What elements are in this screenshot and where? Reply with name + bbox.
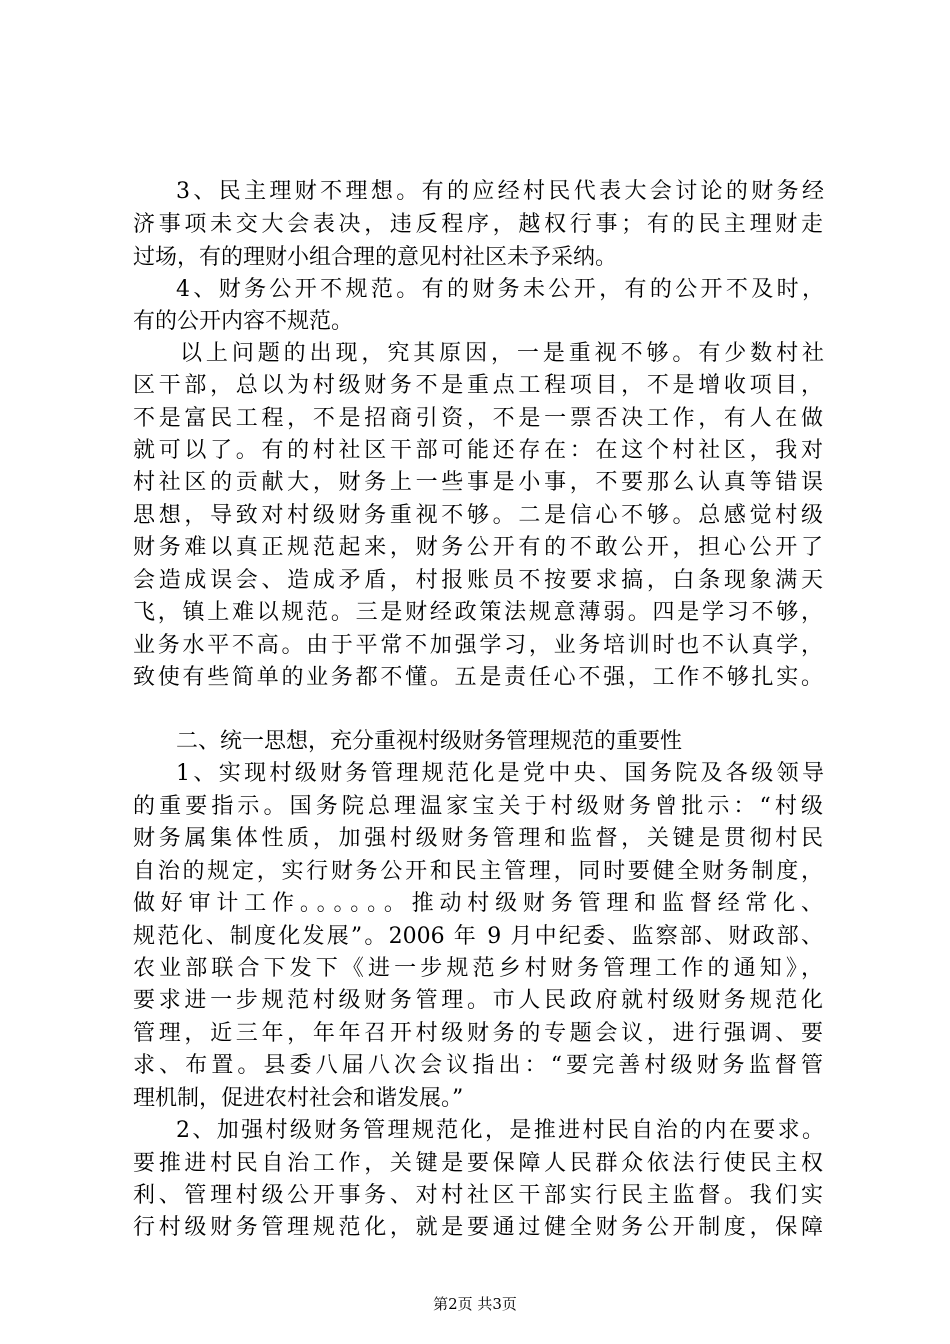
paragraph-line: 3、民主理财不理想。有的应经村民代表大会讨论的财务经: [176, 179, 824, 204]
page-number-footer: 第2页 共3页: [433, 1295, 517, 1313]
paragraph-line: 思想，导致对村级财务重视不够。二是信心不够。总感觉村级: [133, 503, 823, 528]
paragraph-line: 理机制，促进农村社会和谐发展。”: [133, 1086, 464, 1111]
paragraph-line: 做好审计工作。。。。。。推动村级财务管理和监督经常化、: [133, 891, 823, 916]
paragraph-line: 不是富民工程，不是招商引资，不是一票否决工作，有人在做: [133, 406, 823, 431]
paragraph-line: 1、实现村级财务管理规范化是党中央、国务院及各级领导: [176, 761, 824, 786]
paragraph-line: 济事项未交大会表决，违反程序，越权行事；有的民主理财走: [133, 212, 823, 237]
paragraph-line: 以上问题的出现，究其原因，一是重视不够。有少数村社: [180, 341, 824, 366]
paragraph-line: 财务属集体性质，加强村级财务管理和监督，关键是贯彻村民: [133, 826, 823, 851]
paragraph-line: 管理，近三年，年年召开村级财务的专题会议，进行强调、要: [133, 1021, 823, 1046]
paragraph-line: 农业部联合下发下《进一步规范乡村财务管理工作的通知》，: [133, 956, 823, 981]
paragraph-line: 2、加强村级财务管理规范化，是推进村民自治的内在要求。: [176, 1118, 824, 1143]
paragraph-line: 利、管理村级公开事务、对村社区干部实行民主监督。我们实: [133, 1183, 823, 1208]
paragraph-line: 飞，镇上难以规范。三是财经政策法规意薄弱。四是学习不够，: [133, 600, 823, 625]
paragraph-line: 要求进一步规范村级财务管理。市人民政府就村级财务规范化: [133, 988, 823, 1013]
paragraph-line: 致使有些简单的业务都不懂。五是责任心不强，工作不够扎实。: [133, 665, 823, 690]
paragraph-line: 要推进村民自治工作，关键是要保障人民群众依法行使民主权: [133, 1151, 823, 1176]
paragraph-line: 4、财务公开不规范。有的财务未公开，有的公开不及时，: [176, 277, 824, 302]
paragraph-line: 有的公开内容不规范。: [133, 309, 354, 334]
section-heading: 二、统一思想，充分重视村级财务管理规范的重要性: [176, 729, 683, 754]
paragraph-line: 的重要指示。国务院总理温家宝关于村级财务曾批示：“村级: [133, 794, 823, 819]
paragraph-line: 就可以了。有的村社区干部可能还存在：在这个村社区，我对: [133, 438, 823, 463]
paragraph-line: 业务水平不高。由于平常不加强学习，业务培训时也不认真学，: [133, 633, 823, 658]
paragraph-line: 过场，有的理财小组合理的意见村社区未予采纳。: [133, 245, 618, 270]
paragraph-line: 求、布置。县委八届八次会议指出：“要完善村级财务监督管: [133, 1053, 823, 1078]
paragraph-line: 区干部，总以为村级财务不是重点工程项目，不是增收项目，: [133, 373, 823, 398]
paragraph-line: 规范化、制度化发展”。2006 年 9 月中纪委、监察部、财政部、: [133, 924, 823, 949]
paragraph-line: 财务难以真正规范起来，财务公开有的不敢公开，担心公开了: [133, 535, 823, 560]
paragraph-line: 自治的规定，实行财务公开和民主管理，同时要健全财务制度，: [133, 859, 823, 884]
paragraph-line: 村社区的贡献大，财务上一些事是小事，不要那么认真等错误: [133, 470, 823, 495]
paragraph-line: 会造成误会、造成矛盾，村报账员不按要求搞，白条现象满天: [133, 568, 823, 593]
paragraph-line: 行村级财务管理规范化，就是要通过健全财务公开制度，保障: [133, 1215, 823, 1240]
